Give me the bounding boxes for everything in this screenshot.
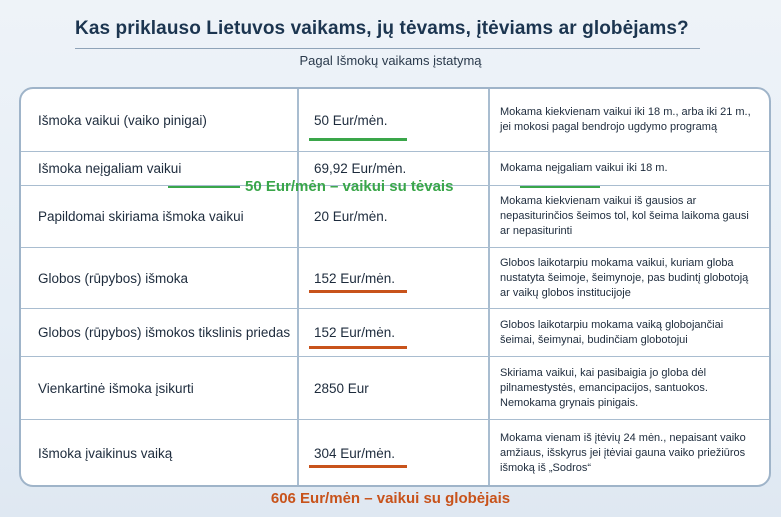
benefit-name: Papildomai skiriama išmoka vaikui	[38, 209, 244, 224]
table-row	[21, 357, 769, 420]
page-title: Kas priklauso Lietuvos vaikams, jų tėvams, įtėviams ar globėjams?	[75, 18, 689, 39]
benefit-name: Globos (rūpybos) išmoka	[38, 270, 189, 286]
table-row	[21, 248, 769, 309]
benefit-name: Globos (rūpybos) išmokos tikslinis priedas	[38, 325, 291, 340]
benefit-description: Mokama neįgaliam vaikui iki 18 m.	[500, 162, 668, 174]
orange-underline	[309, 290, 407, 293]
table-row	[21, 89, 769, 152]
benefit-amount: 152 Eur/mėn.	[314, 270, 396, 286]
title-divider	[75, 48, 700, 49]
benefit-amount: 20 Eur/mėn.	[314, 209, 388, 224]
benefit-amount: 69,92 Eur/mėn.	[314, 161, 407, 176]
benefits-table	[19, 87, 771, 487]
benefit-amount: 2850 Eur	[314, 380, 369, 396]
benefit-description: Mokama kiekvienam vaikui iš gausios ar nepasiturinčios šeimos tol, kol šeima laikoma gausi ar nepasiturinti	[500, 195, 749, 237]
benefit-description: Mokama vienam iš įtėvių 24 mėn., nepaisant vaiko amžiaus, išskyrus jei įtėviai gauna vaiko priežiūros išmoką iš „Sodros“	[500, 432, 746, 474]
benefit-description: Skiriama vaikui, kai pasibaigia jo globa dėl pilnamestystės, emancipacijos, santuokos. Nemokama grynais pinigais.	[500, 366, 708, 409]
guardians-total-label: 606 Eur/mėn – vaikui su globėjais	[270, 490, 511, 507]
benefit-description: Globos laikotarpiu mokama vaikui, kuriam globa nustatyta šeimoje, šeimynoje, pas budintį globotoją ar vaikų globos institucijoje	[500, 256, 749, 299]
benefit-name: Išmoka neįgaliam vaikui	[38, 161, 182, 176]
benefit-name: Išmoka įvaikinus vaiką	[38, 446, 173, 461]
table-row	[21, 309, 769, 357]
benefit-description: Mokama kiekvienam vaikui iki 18 m., arba iki 21 m., jei mokosi pagal bendrojo ugdymo programą	[500, 106, 751, 133]
table-row	[21, 420, 769, 487]
page-subtitle: Pagal Išmokų vaikams įstatymą	[299, 53, 482, 68]
green-underline	[309, 138, 407, 141]
parents-total-label: 50 Eur/mėn – vaikui su tėvais	[245, 178, 454, 195]
orange-underline	[309, 465, 407, 468]
benefit-amount: 304 Eur/mėn.	[314, 446, 396, 461]
benefit-name: Vienkartinė išmoka įsikurti	[38, 380, 194, 396]
orange-underline	[309, 346, 407, 349]
benefit-name: Išmoka vaikui (vaiko pinigai)	[38, 112, 207, 128]
green-overlay-line	[520, 186, 600, 188]
benefit-description: Globos laikotarpiu mokama vaiką globojančiai šeimai, šeimynai, budinčiam globotojui	[500, 318, 724, 346]
benefit-amount: 152 Eur/mėn.	[314, 325, 396, 340]
benefit-amount: 50 Eur/mėn.	[314, 112, 388, 128]
green-overlay-line	[168, 186, 240, 188]
table-row	[21, 186, 769, 248]
